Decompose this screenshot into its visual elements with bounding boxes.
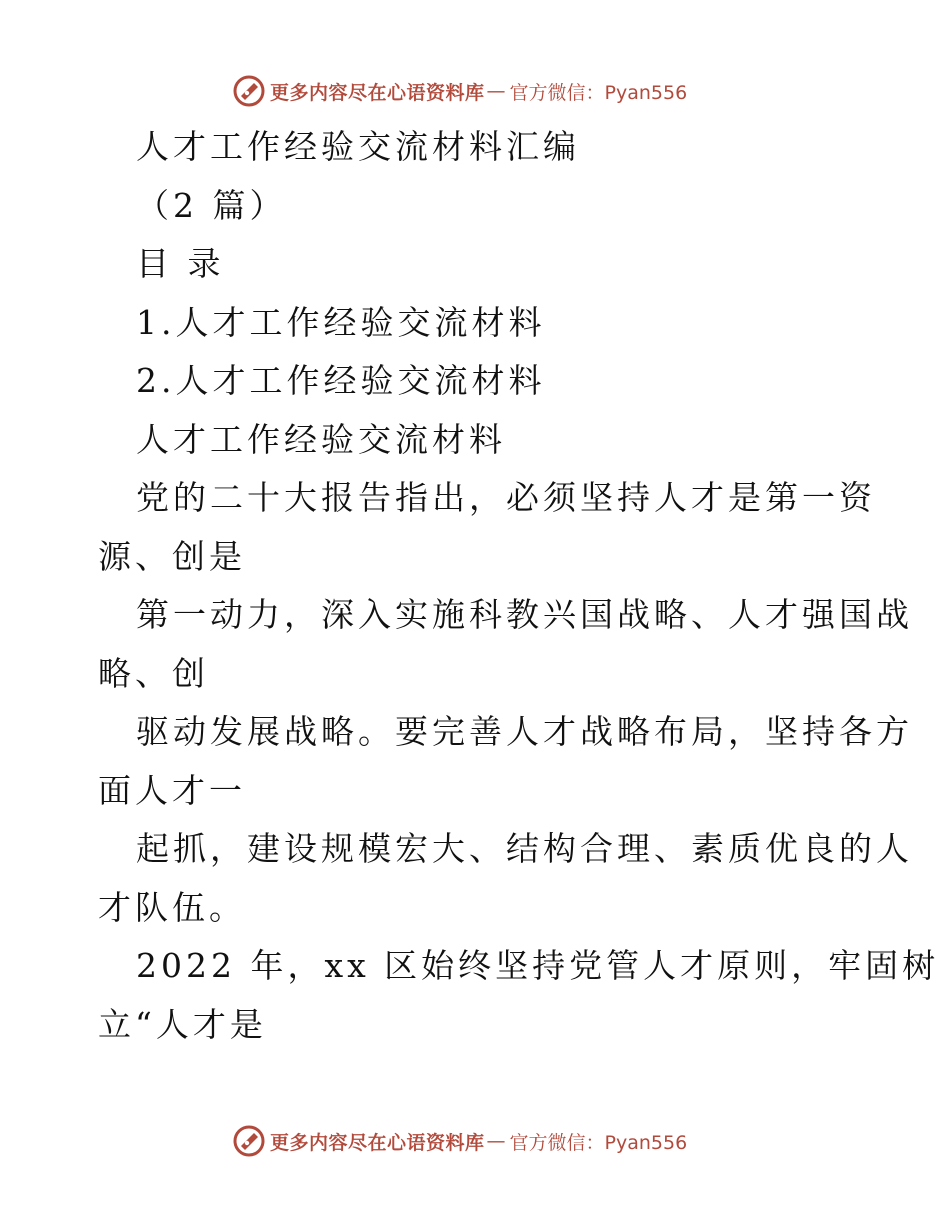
watermark-separator: — xyxy=(486,1130,506,1152)
watermark-account: 官方微信：Pyan556 xyxy=(509,81,688,104)
paragraph-line: 立“人才是 xyxy=(98,1004,267,1044)
toc-heading: 目 录 xyxy=(136,244,225,283)
paragraph-line: 驱动发展战略。要完善人才战略布局，坚持各方 xyxy=(136,712,913,751)
paragraph-line: 面人才一 xyxy=(98,770,246,810)
paragraph-line: 才队伍。 xyxy=(98,887,246,927)
watermark-text: 更多内容尽在心语资料库 xyxy=(270,1131,485,1154)
toc-item-1: 1.人才工作经验交流材料 xyxy=(136,302,546,342)
paragraph-line: 2022 年，xx 区始终坚持党管人才原则，牢固树 xyxy=(136,946,940,985)
paragraph-line: 起抓，建设规模宏大、结构合理、素质优良的人 xyxy=(136,829,913,868)
header-watermark xyxy=(232,74,687,108)
document-body xyxy=(98,118,940,1054)
watermark-separator: — xyxy=(486,80,506,102)
watermark-account: 官方微信：Pyan556 xyxy=(509,1131,688,1154)
toc-item-2: 2.人才工作经验交流材料 xyxy=(136,361,546,400)
paragraph-line: 党的二十大报告指出，必须坚持人才是第一资 xyxy=(136,478,876,517)
watermark-text: 更多内容尽在心语资料库 xyxy=(270,81,485,104)
footer-watermark xyxy=(232,1124,687,1158)
document-subtitle: （2 篇） xyxy=(136,185,287,225)
paragraph-line: 源、创是 xyxy=(98,536,246,576)
brand-logo-icon xyxy=(232,74,266,108)
paragraph-line: 第一动力，深入实施科教兴国战略、人才强国战 xyxy=(136,595,913,634)
brand-logo-icon xyxy=(232,1124,266,1158)
document-title: 人才工作经验交流材料汇编 xyxy=(136,127,580,166)
section-heading: 人才工作经验交流材料 xyxy=(136,419,506,459)
paragraph-line: 略、创 xyxy=(98,653,209,693)
